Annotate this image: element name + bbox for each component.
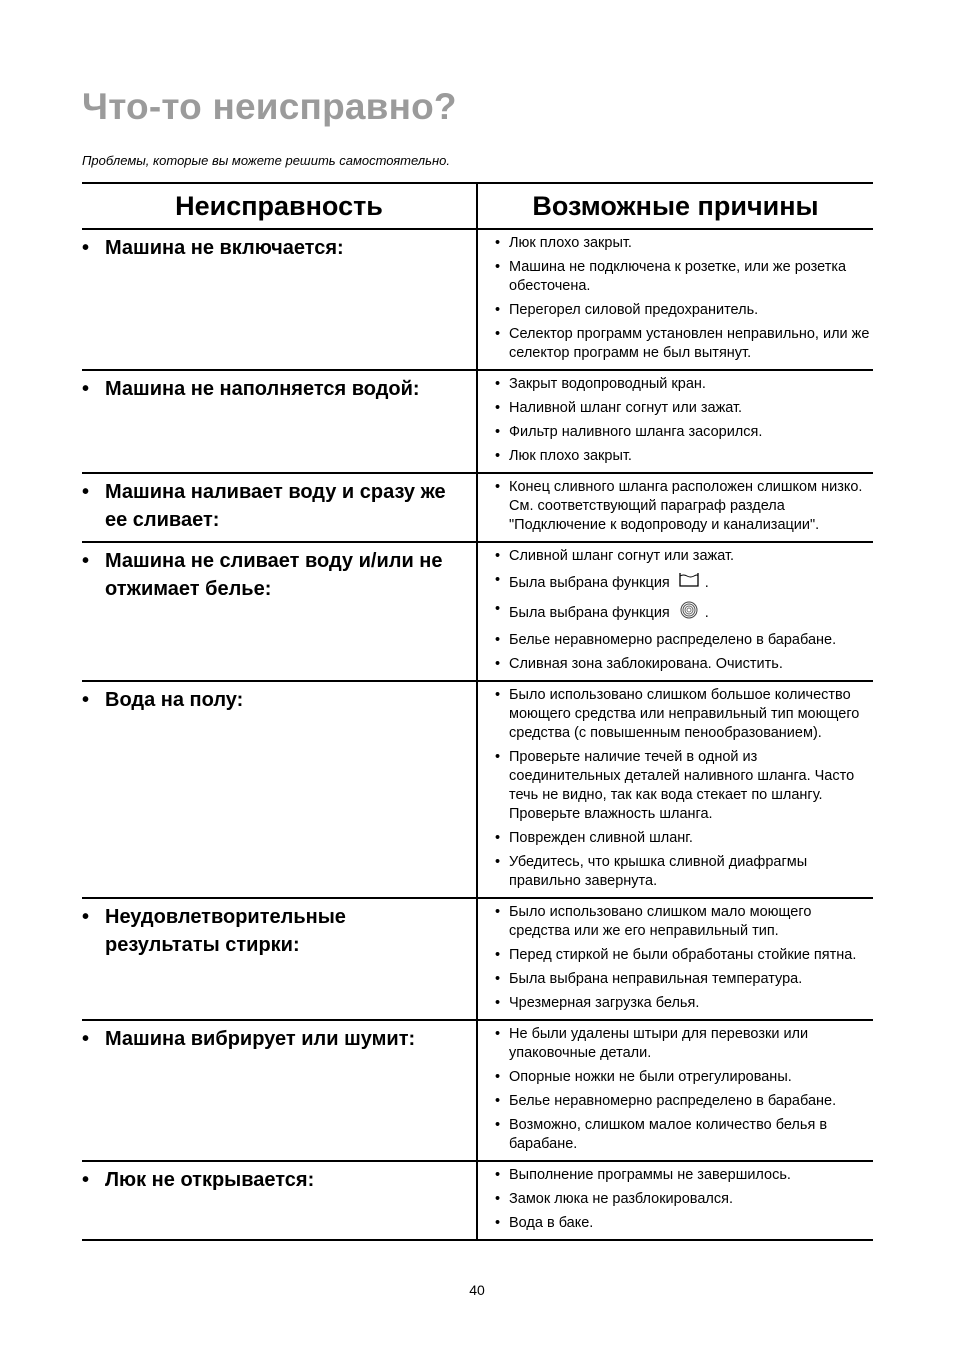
cause-item <box>478 423 873 442</box>
cause-text: Возможно, слишком малое количество белья в барабане. <box>509 1117 828 1152</box>
cause-item <box>478 970 873 989</box>
cause-text: Перед стиркой не были обработаны стойкие пятна. <box>509 947 857 963</box>
bullet: • <box>82 906 90 928</box>
causes-list <box>478 1162 873 1239</box>
no-spin-icon <box>678 600 700 626</box>
causes-list <box>478 371 873 472</box>
header-fault: Неисправность <box>82 183 477 229</box>
cause-text: Селектор программ установлен неправильно, или же селектор программ не был вытянут. <box>509 326 870 361</box>
causes-cell <box>477 681 873 898</box>
table-body <box>82 229 873 1240</box>
cause-text: Машина не подключена к розетке, или же розетка обесточена. <box>509 259 847 294</box>
causes-list <box>478 1021 873 1160</box>
cause-suffix: . <box>704 574 709 591</box>
table-row <box>82 898 873 1020</box>
bullet: • <box>82 550 90 572</box>
causes-cell <box>477 473 873 542</box>
cause-item <box>478 829 873 848</box>
causes-cell <box>477 542 873 681</box>
fault-cell <box>82 229 477 370</box>
bullet: • <box>82 237 90 259</box>
cause-text: Вода в баке. <box>509 1215 594 1231</box>
troubleshooting-table <box>82 182 873 1241</box>
cause-item <box>478 547 873 566</box>
fault-item <box>82 474 476 534</box>
cause-text: Люк плохо закрыт. <box>509 448 632 464</box>
cause-text: Люк плохо закрыт. <box>509 235 632 251</box>
table-row <box>82 542 873 681</box>
cause-item <box>478 1166 873 1185</box>
cause-item <box>478 375 873 394</box>
table-row <box>82 370 873 473</box>
causes-cell <box>477 1020 873 1161</box>
cause-item <box>478 1025 873 1063</box>
cause-item <box>478 1092 873 1111</box>
causes-cell <box>477 229 873 370</box>
cause-item <box>478 1068 873 1087</box>
cause-text: Не были удалены штыри для перевозки или упаковочные детали. <box>509 1026 809 1061</box>
cause-item <box>478 258 873 296</box>
cause-item <box>478 1214 873 1233</box>
cause-item <box>478 686 873 743</box>
header-causes: Возможные причины <box>477 183 873 229</box>
cause-text: Замок люка не разблокировался. <box>509 1191 733 1207</box>
fault-item <box>82 230 476 262</box>
fault-item <box>82 899 476 959</box>
fault-item <box>82 682 476 714</box>
cause-item <box>478 447 873 466</box>
page-title: Что-то неисправно? <box>82 86 457 127</box>
cause-item <box>478 631 873 650</box>
cause-text: Перегорел силовой предохранитель. <box>509 302 759 318</box>
fault-cell <box>82 1161 477 1240</box>
fault-item <box>82 371 476 403</box>
page-number: 40 <box>469 1282 485 1298</box>
bullet: • <box>82 378 90 400</box>
causes-list <box>478 682 873 897</box>
cause-item <box>478 655 873 674</box>
cause-item <box>478 748 873 824</box>
cause-text: Убедитесь, что крышка сливной диафрагмы правильно завернута. <box>509 854 808 889</box>
cause-text: Было использовано слишком мало моющего средства или же его неправильный тип. <box>509 904 812 939</box>
cause-suffix: . <box>704 604 709 621</box>
bullet: • <box>82 689 90 711</box>
cause-text: Была выбрана функция <box>509 574 670 591</box>
rinse-hold-icon <box>678 571 700 595</box>
cause-text: Было использовано слишком большое количество моющего средства или неправильный тип моющего средства (с повышенным пенообразованием). <box>509 687 860 741</box>
cause-text: Сливная зона заблокирована. Очистить. <box>509 656 783 672</box>
fault-item <box>82 1021 476 1053</box>
fault-text: Машина наливает воду и сразу же ее сливает: <box>105 481 446 531</box>
causes-cell <box>477 1161 873 1240</box>
causes-cell <box>477 898 873 1020</box>
cause-text: Фильтр наливного шланга засорился. <box>509 424 763 440</box>
fault-cell <box>82 681 477 898</box>
cause-text: Закрыт водопроводный кран. <box>509 376 706 392</box>
fault-text: Машина не сливает воду и/или не отжимает белье: <box>105 550 443 600</box>
cause-text: Белье неравномерно распределено в барабане. <box>509 632 837 648</box>
fault-text: Люк не открывается: <box>105 1169 315 1191</box>
fault-cell <box>82 542 477 681</box>
cause-item <box>478 325 873 363</box>
cause-item <box>478 853 873 891</box>
table-row <box>82 1020 873 1161</box>
cause-text: Выполнение программы не завершилось. <box>509 1167 791 1183</box>
fault-cell <box>82 473 477 542</box>
fault-text: Машина не включается: <box>105 237 344 259</box>
cause-text: Была выбрана функция <box>509 604 670 621</box>
cause-item <box>478 946 873 965</box>
table-row <box>82 473 873 542</box>
cause-item <box>478 301 873 320</box>
causes-cell <box>477 370 873 473</box>
cause-item <box>478 903 873 941</box>
cause-text: Сливной шланг согнут или зажат. <box>509 548 735 564</box>
header-row <box>82 183 873 229</box>
cause-text: Была выбрана неправильная температура. <box>509 971 803 987</box>
cause-text: Наливной шланг согнут или зажат. <box>509 400 743 416</box>
fault-cell <box>82 370 477 473</box>
cause-text: Поврежден сливной шланг. <box>509 830 693 846</box>
cause-item <box>478 1190 873 1209</box>
bullet: • <box>82 1028 90 1050</box>
causes-list <box>478 474 873 541</box>
fault-item <box>82 543 476 603</box>
cause-text: Проверьте наличие течей в одной из соединительных деталей наливного шланга. Часто течь не видно, так как вода стекает по шлангу. Проверьте влажность шланга. <box>509 749 855 822</box>
cause-text: Чрезмерная загрузка белья. <box>509 995 700 1011</box>
fault-cell <box>82 1020 477 1161</box>
fault-text: Машина вибрирует или шумит: <box>105 1028 416 1050</box>
causes-list <box>478 230 873 369</box>
fault-text: Вода на полу: <box>105 689 244 711</box>
table-row <box>82 229 873 370</box>
cause-text: Белье неравномерно распределено в барабане. <box>509 1093 837 1109</box>
causes-list <box>478 899 873 1019</box>
cause-item <box>478 1116 873 1154</box>
causes-list <box>478 543 873 680</box>
cause-text: Опорные ножки не были отрегулированы. <box>509 1069 792 1085</box>
cause-item <box>478 478 873 535</box>
cause-text: Конец сливного шланга расположен слишком низко. См. соответствующий параграф раздела "Подключение к водопроводу и канализации". <box>509 479 863 533</box>
cause-item <box>478 399 873 418</box>
fault-cell <box>82 898 477 1020</box>
page-subtitle: Проблемы, которые вы можете решить самостоятельно. <box>82 153 450 168</box>
cause-item <box>478 994 873 1013</box>
cause-item <box>478 571 873 595</box>
table-header <box>82 183 873 229</box>
table-row <box>82 681 873 898</box>
cause-item <box>478 600 873 626</box>
fault-text: Машина не наполняется водой: <box>105 378 420 400</box>
fault-text: Неудовлетворительные результаты стирки: <box>105 906 346 956</box>
fault-item <box>82 1162 476 1194</box>
bullet: • <box>82 1169 90 1191</box>
table-row <box>82 1161 873 1240</box>
cause-item <box>478 234 873 253</box>
bullet: • <box>82 481 90 503</box>
